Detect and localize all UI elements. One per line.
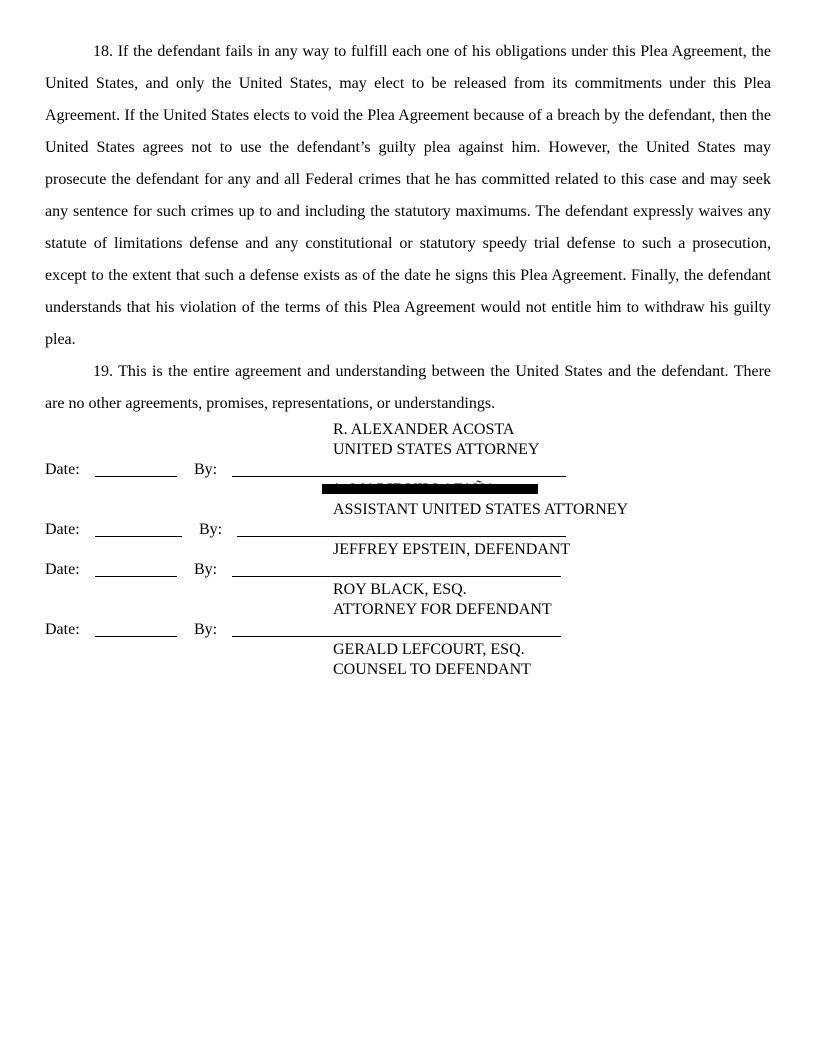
signature-line-2	[237, 536, 566, 537]
roy-black-name: ROY BLACK, ESQ.	[333, 581, 467, 598]
by-label-1: By:	[194, 461, 218, 478]
date-line-2	[95, 536, 182, 537]
defendant-name: JEFFREY EPSTEIN, DEFENDANT	[333, 541, 571, 558]
us-attorney-title: UNITED STATES ATTORNEY	[333, 441, 540, 458]
date-label-4: Date:	[45, 621, 80, 638]
signature-line-4	[232, 636, 561, 637]
ausa-title: ASSISTANT UNITED STATES ATTORNEY	[333, 501, 629, 518]
by-label-4: By:	[194, 621, 218, 638]
date-line-1	[95, 476, 177, 477]
signature-line-1	[232, 476, 566, 477]
paragraph-19: 19. This is the entire agreement and understanding between the United States and the defendant. There are no other agreements, promises, representations, or understandings.	[45, 363, 771, 412]
by-label-3: By:	[194, 561, 218, 578]
redaction-bar	[322, 484, 538, 494]
us-attorney-name: R. ALEXANDER ACOSTA	[333, 421, 515, 438]
paragraph-18: 18. If the defendant fails in any way to fulfill each one of his obligations under this Plea Agreement, the United States, and only the United States, may elect to be released from its commitments under this Plea Agreement. If the United States elects to void the Plea Agreement because of a breach by the defendant, then the United States agrees not to use the defendant’s guilty plea against him. However, the United States may prosecute the defendant for any and all Federal crimes that he has committed related to this case and may seek any sentence for such crimes up to and including the statutory maximums. The defendant expressly waives any statute of limitations defense and any constitutional or statutory speedy trial defense to such a prosecution, except to the extent that such a defense exists as of the date he signs this Plea Agreement. Finally, the defendant understands that his violation of the terms of this Plea Agreement would not entitle him to withdraw his guilty plea.	[45, 43, 771, 348]
date-line-3	[95, 576, 177, 577]
signature-line-3	[232, 576, 561, 577]
date-label-2: Date:	[45, 521, 80, 538]
date-label-1: Date:	[45, 461, 80, 478]
lefcourt-title: COUNSEL TO DEFENDANT	[333, 661, 531, 678]
roy-black-title: ATTORNEY FOR DEFENDANT	[333, 601, 552, 618]
date-label-3: Date:	[45, 561, 80, 578]
lefcourt-name: GERALD LEFCOURT, ESQ.	[333, 641, 525, 658]
date-line-4	[95, 636, 177, 637]
by-label-2: By:	[199, 521, 223, 538]
